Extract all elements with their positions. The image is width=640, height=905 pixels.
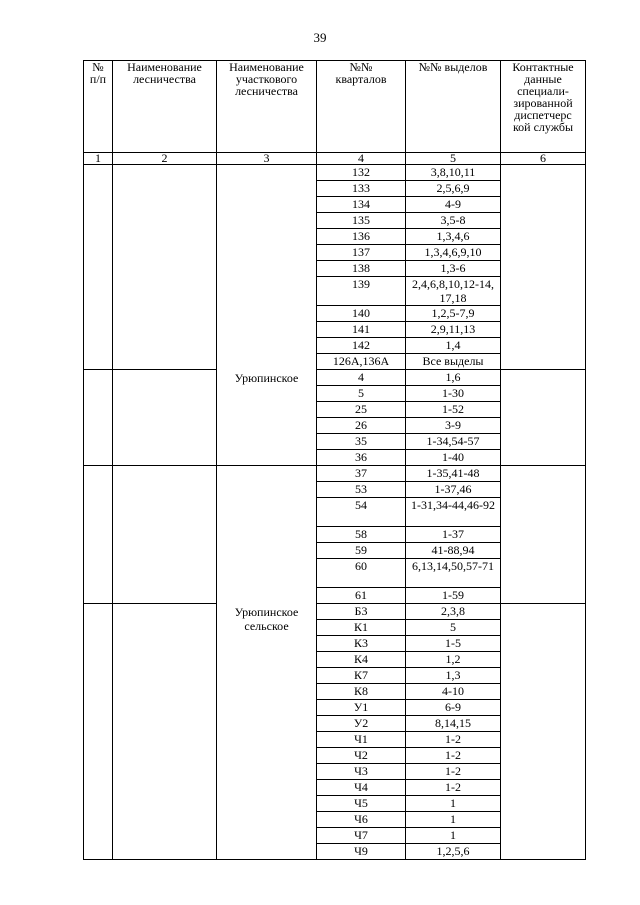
cell-vydel: 1-52 <box>406 402 501 418</box>
cell-kvartal: 53 <box>317 482 406 498</box>
table-row <box>84 604 586 620</box>
cell-vydel: 41-88,94 <box>406 543 501 559</box>
col-number: 2 <box>113 153 217 165</box>
cell-kvartal: 26 <box>317 418 406 434</box>
cell-kvartal: 142 <box>317 338 406 354</box>
table-row <box>84 466 586 482</box>
header-row <box>84 61 586 153</box>
cell-kvartal: 61 <box>317 588 406 604</box>
cell-kvartal: 4 <box>317 370 406 386</box>
table-row <box>84 370 586 386</box>
cell-vydel: 6-9 <box>406 700 501 716</box>
col-number: 3 <box>217 153 317 165</box>
cell-kvartal: 137 <box>317 245 406 261</box>
cell-kvartal: 35 <box>317 434 406 450</box>
cell-vydel: 1,4 <box>406 338 501 354</box>
cell-kvartal: К4 <box>317 652 406 668</box>
cell-kvartal: 126А,136А <box>317 354 406 370</box>
cell-kvartal: 141 <box>317 322 406 338</box>
cell-kvartal: Ч7 <box>317 828 406 844</box>
cell-vydel: 1,3-6 <box>406 261 501 277</box>
cell-vydel: 2,9,11,13 <box>406 322 501 338</box>
cell-vydel: Все выделы <box>406 354 501 370</box>
cell-kvartal: 58 <box>317 527 406 543</box>
column-number-row <box>84 153 586 165</box>
cell-forestry <box>113 466 217 604</box>
cell-contacts <box>501 466 586 604</box>
cell-vydel: 1-30 <box>406 386 501 402</box>
cell-forestry <box>113 165 217 370</box>
cell-vydel: 1 <box>406 812 501 828</box>
cell-vydel: 1-37,46 <box>406 482 501 498</box>
table-row <box>84 165 586 181</box>
col-number: 1 <box>84 153 113 165</box>
col-number: 4 <box>317 153 406 165</box>
cell-vydel: 1 <box>406 828 501 844</box>
district-label: Урюпинское <box>234 371 299 385</box>
cell-forestry <box>113 604 217 860</box>
cell-kvartal: 37 <box>317 466 406 482</box>
cell-vydel: 1,2,5-7,9 <box>406 306 501 322</box>
cell-vydel: 1-2 <box>406 780 501 796</box>
cell-vydel: 1,3 <box>406 668 501 684</box>
cell-district <box>217 466 317 860</box>
cell-kvartal: У2 <box>317 716 406 732</box>
cell-kvartal: 133 <box>317 181 406 197</box>
cell-kvartal: Ч5 <box>317 796 406 812</box>
cell-vydel: 1-37 <box>406 527 501 543</box>
cell-kvartal: Ч9 <box>317 844 406 860</box>
cell-kvartal: 136 <box>317 229 406 245</box>
cell-kvartal: 59 <box>317 543 406 559</box>
cell-vydel: 2,3,8 <box>406 604 501 620</box>
cell-vydel: 1,2 <box>406 652 501 668</box>
cell-vydel: 5 <box>406 620 501 636</box>
col-header-contacts: Контактные данные специали- зированной диспетчерс кой службы <box>501 61 586 153</box>
col-header-kvartal: №№ кварталов <box>317 61 406 153</box>
cell-contacts <box>501 165 586 370</box>
cell-vydel: 1-40 <box>406 450 501 466</box>
cell-vydel: 4-10 <box>406 684 501 700</box>
page-number: 39 <box>313 30 327 45</box>
cell-vydel: 4-9 <box>406 197 501 213</box>
cell-kvartal: 25 <box>317 402 406 418</box>
cell-kvartal: 138 <box>317 261 406 277</box>
cell-kvartal: 140 <box>317 306 406 322</box>
cell-vydel: 1-59 <box>406 588 501 604</box>
district-spacer <box>219 466 314 603</box>
col-number: 5 <box>406 153 501 165</box>
cell-vydel: 1-35,41-48 <box>406 466 501 482</box>
cell-kvartal: Ч2 <box>317 748 406 764</box>
cell-vydel: 1,6 <box>406 370 501 386</box>
cell-kvartal: 54 <box>317 498 406 527</box>
cell-kvartal: К7 <box>317 668 406 684</box>
district-label: Урюпинское сельское <box>234 605 299 633</box>
cell-kvartal: 132 <box>317 165 406 181</box>
cell-kvartal: К8 <box>317 684 406 700</box>
cell-kvartal: Ч3 <box>317 764 406 780</box>
col-header-forestry: Наименование лесничества <box>113 61 217 153</box>
cell-kvartal: У1 <box>317 700 406 716</box>
cell-district <box>217 165 317 466</box>
cell-vydel: 3-9 <box>406 418 501 434</box>
cell-num <box>84 604 113 860</box>
col-number: 6 <box>501 153 586 165</box>
col-header-num: № п/п <box>84 61 113 153</box>
cell-vydel: 1-2 <box>406 748 501 764</box>
cell-vydel: 1,3,4,6,9,10 <box>406 245 501 261</box>
cell-forestry <box>113 370 217 466</box>
cell-num <box>84 466 113 604</box>
cell-kvartal: 139 <box>317 277 406 306</box>
cell-kvartal: 36 <box>317 450 406 466</box>
cell-vydel: 1,3,4,6 <box>406 229 501 245</box>
cell-contacts <box>501 604 586 860</box>
cell-vydel: 2,5,6,9 <box>406 181 501 197</box>
col-header-vydel: №№ выделов <box>406 61 501 153</box>
cell-vydel: 1-2 <box>406 732 501 748</box>
cell-vydel: 1-34,54-57 <box>406 434 501 450</box>
cell-num <box>84 370 113 466</box>
cell-kvartal: 135 <box>317 213 406 229</box>
cell-vydel: 1 <box>406 796 501 812</box>
cell-kvartal: Ч1 <box>317 732 406 748</box>
cell-contacts <box>501 370 586 466</box>
cell-vydel: 3,8,10,11 <box>406 165 501 181</box>
cell-vydel: 1-31,34-44,46-92 <box>406 498 501 527</box>
cell-kvartal: 5 <box>317 386 406 402</box>
cell-vydel: 6,13,14,50,57-71 <box>406 559 501 588</box>
cell-vydel: 8,14,15 <box>406 716 501 732</box>
cell-kvartal: Ч6 <box>317 812 406 828</box>
cell-kvartal: К1 <box>317 620 406 636</box>
cell-kvartal: Ч4 <box>317 780 406 796</box>
cell-vydel: 2,4,6,8,10,12-14, 17,18 <box>406 277 501 306</box>
cell-kvartal: К3 <box>317 636 406 652</box>
cell-num <box>84 165 113 370</box>
cell-vydel: 3,5-8 <box>406 213 501 229</box>
cell-vydel: 1-5 <box>406 636 501 652</box>
col-header-district: Наименование участкового лесничества <box>217 61 317 153</box>
cell-kvartal: 134 <box>317 197 406 213</box>
cell-kvartal: 60 <box>317 559 406 588</box>
cell-vydel: 1-2 <box>406 764 501 780</box>
district-spacer <box>219 165 314 369</box>
cell-vydel: 1,2,5,6 <box>406 844 501 860</box>
cell-kvartal: Б3 <box>317 604 406 620</box>
forestry-table <box>83 60 586 860</box>
